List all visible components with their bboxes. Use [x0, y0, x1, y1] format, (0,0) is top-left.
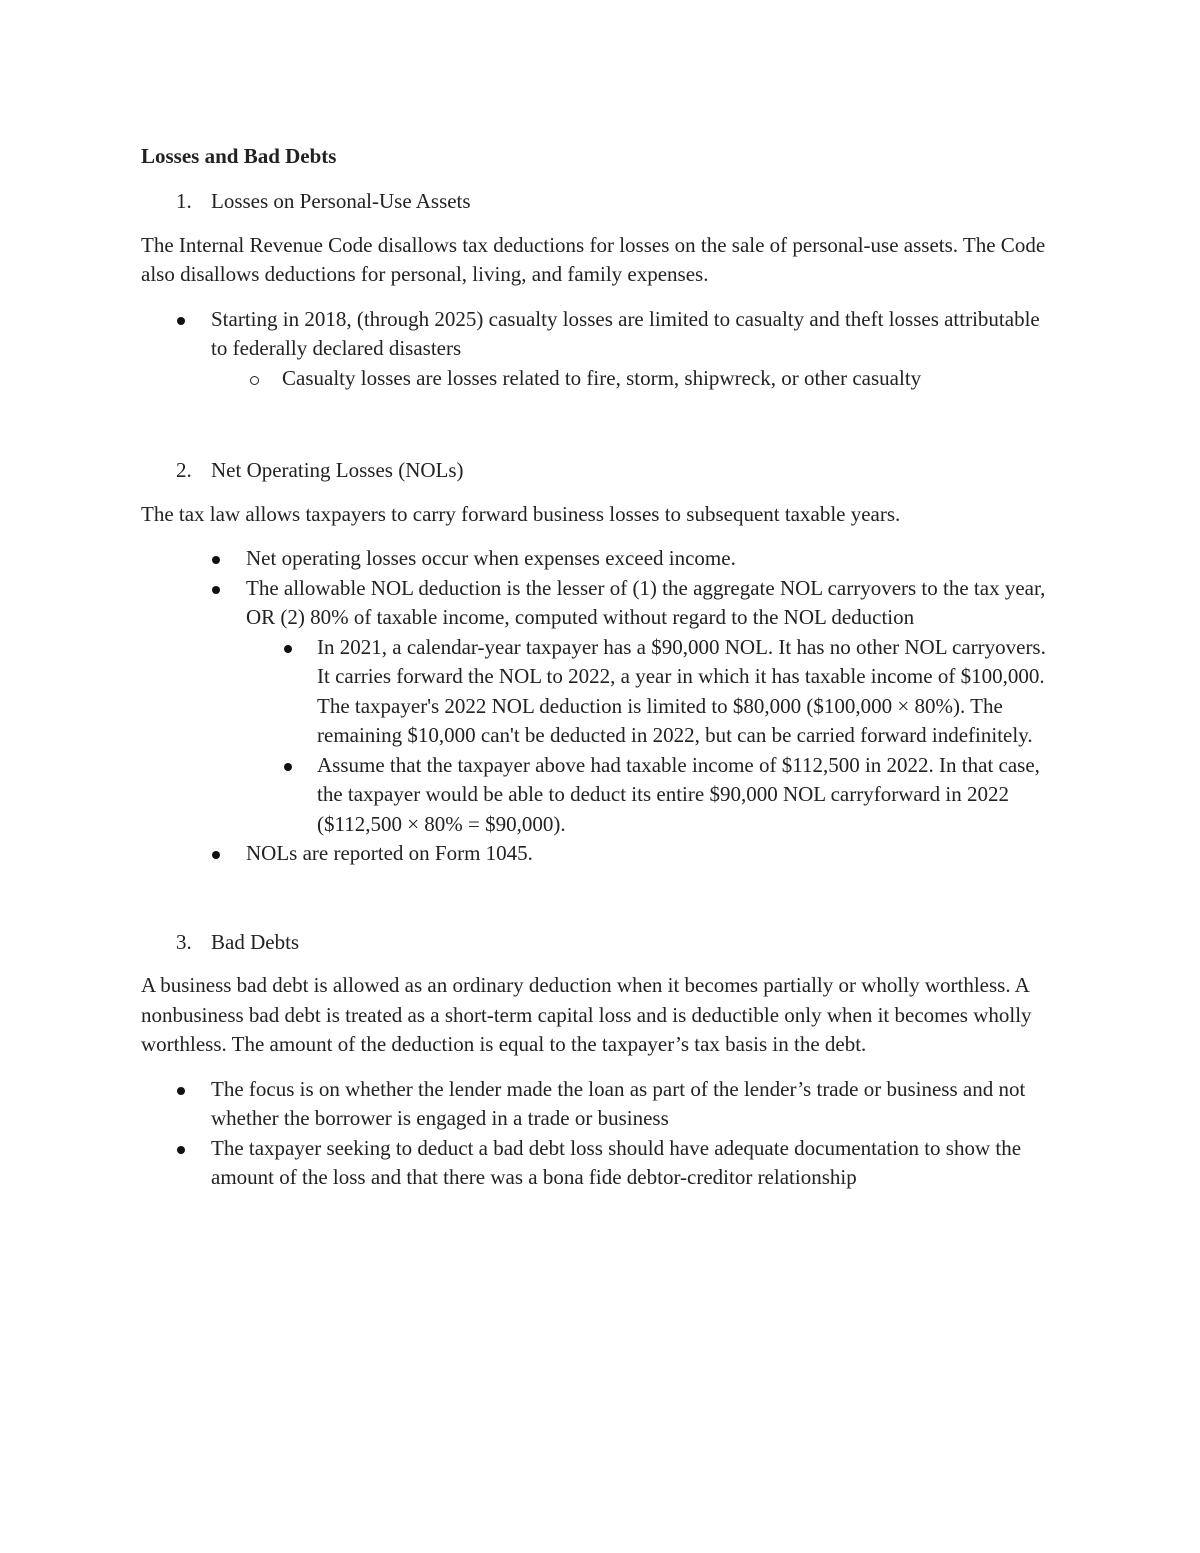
bullet-list	[141, 305, 1061, 394]
section-paragraph: The tax law allows taxpayers to carry forward business losses to subsequent taxable years.	[141, 501, 901, 526]
list-item: NOLs are reported on Form 1045.	[141, 839, 1061, 869]
sub-bullet-list	[141, 364, 1061, 394]
document-title: Losses and Bad Debts	[141, 144, 337, 168]
section-heading-2	[141, 456, 1061, 486]
bullet-list	[141, 544, 1061, 869]
sub-bullet-list	[141, 633, 1061, 840]
section-heading-text: Bad Debts	[211, 929, 300, 954]
section-number: 3.	[176, 929, 192, 954]
section-heading-text: Losses on Personal-Use Assets	[211, 189, 471, 213]
section-heading-3	[141, 928, 1061, 958]
list-item: The focus is on whether the lender made the loan as part of the lender’s trade or business and not whether the borrower is engaged in a trade or business	[141, 1075, 1061, 1134]
list-item: Assume that the taxpayer above had taxable income of $112,500 in 2022. In that case, the taxpayer would be able to deduct its entire $90,000 NOL carryforward in 2022 ($112,500 × 80% = $90,000).	[141, 751, 1061, 840]
document-page	[141, 142, 1061, 1208]
list-item: Net operating losses occur when expenses exceed income.	[141, 544, 1061, 574]
list-item-text: Starting in 2018, (through 2025) casualty losses are limited to casualty and theft losses attributable to federally declared disasters	[211, 306, 1040, 360]
list-item: Casualty losses are losses related to fire, storm, shipwreck, or other casualty	[141, 364, 1061, 394]
list-item: The taxpayer seeking to deduct a bad debt loss should have adequate documentation to show the amount of the loss and that there was a bona fide debtor-creditor relationship	[141, 1134, 1061, 1193]
bullet-list	[141, 1075, 1061, 1193]
section-number: 1.	[176, 189, 192, 213]
section-heading-1	[141, 187, 1061, 217]
list-item: In 2021, a calendar-year taxpayer has a $90,000 NOL. It has no other NOL carryovers. It carries forward the NOL to 2022, a year in which it has taxable income of $100,000. The taxpayer's 2022 NOL deduction is limited to $80,000 ($100,000 × 80%). The remaining $10,000 can't be deducted in 2022, but can be carried forward indefinitely.	[141, 633, 1061, 751]
list-item-text: The allowable NOL deduction is the lesser of (1) the aggregate NOL carryovers to the tax year, OR (2) 80% of taxable income, computed without regard to the NOL deduction	[246, 575, 1046, 629]
section-number: 2.	[176, 458, 192, 482]
section-paragraph: A business bad debt is allowed as an ordinary deduction when it becomes partially or wholly worthless. A nonbusiness bad debt is treated as a short-term capital loss and is deductible only when it becomes wholly worthless. The amount of the deduction is equal to the taxpayer’s tax basis in the debt.	[141, 973, 1032, 1056]
list-item	[141, 305, 1061, 394]
section-paragraph: The Internal Revenue Code disallows tax deductions for losses on the sale of personal-use assets. The Code also disallows deductions for personal, living, and family expenses.	[141, 232, 1046, 286]
section-heading-text: Net Operating Losses (NOLs)	[211, 458, 464, 482]
list-item	[141, 574, 1061, 840]
